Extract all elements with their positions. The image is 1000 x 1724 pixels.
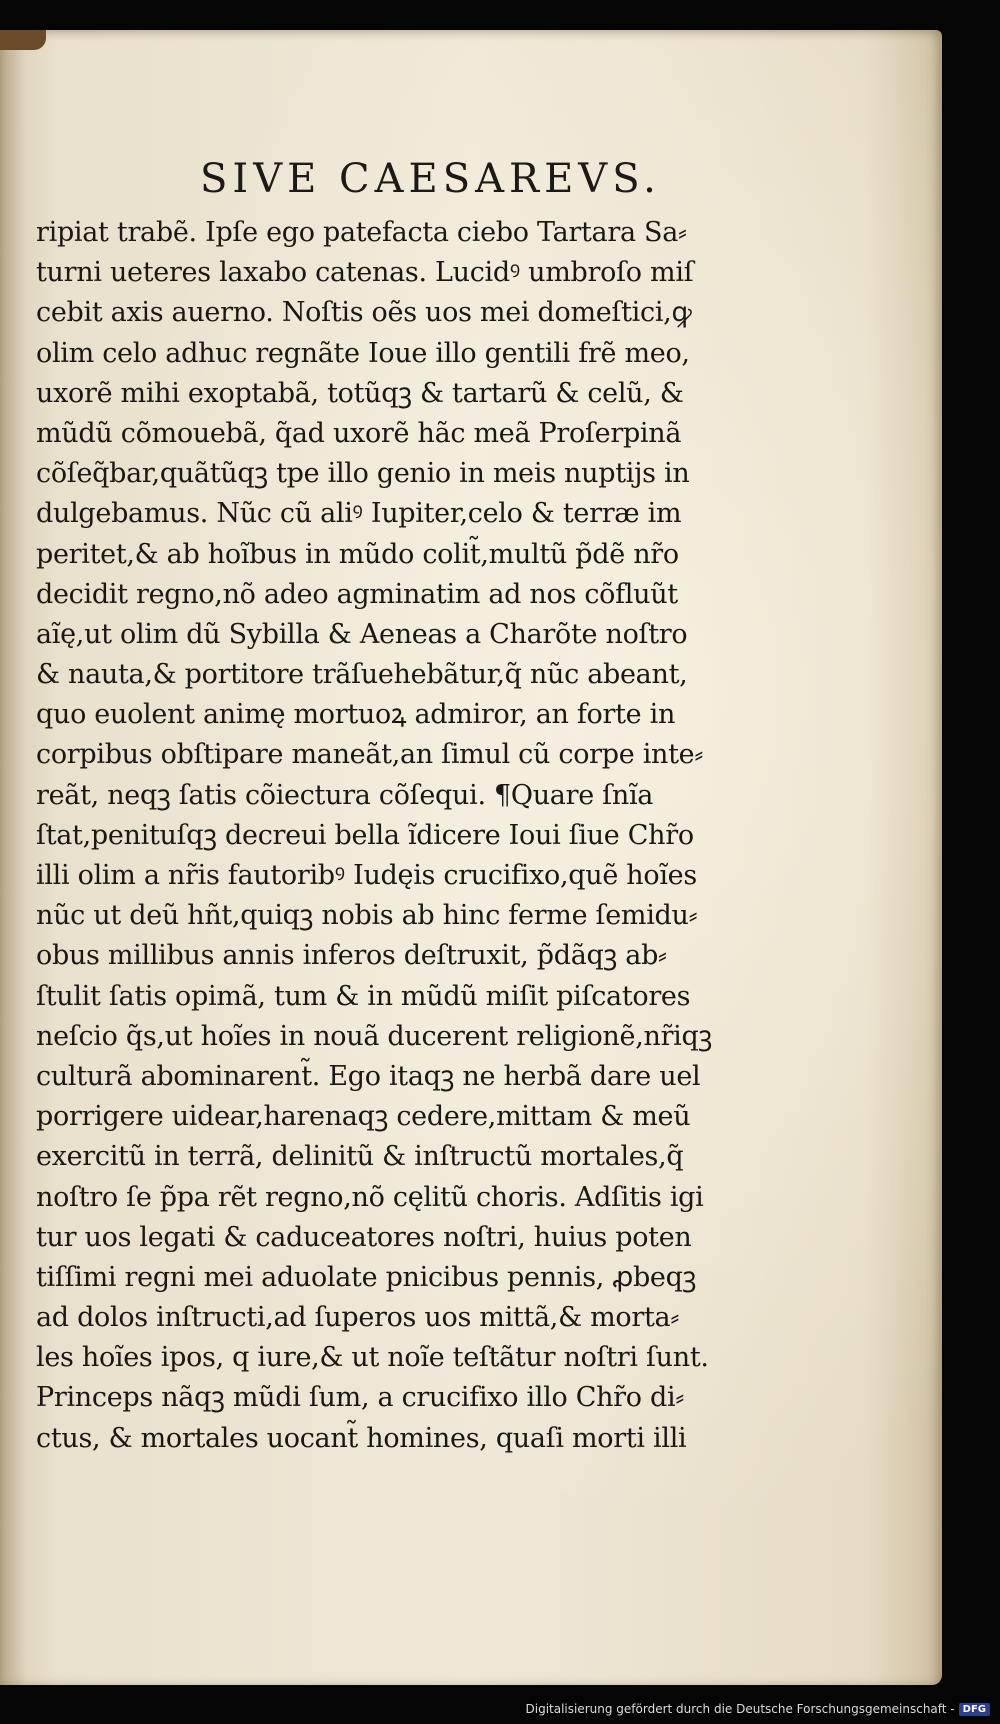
text-line: nũc ut deũ hñt,quiqꝫ nobis ab hinc ferme ſemidu⸗: [36, 900, 698, 932]
text-line: dulgebamus. Nũc cũ aliꝰ Iupiter,celo & terræ im: [36, 498, 682, 530]
text-line: ripiat trabẽ. Ipſe ego patefacta ciebo Tartara Sa⸗: [36, 217, 687, 248]
text-line: mũdũ cõmouebã, q̃ad uxorẽ hãc meã Proſerpinã: [36, 417, 682, 449]
dfg-logo: DFG: [959, 1703, 990, 1716]
body-text: [36, 213, 826, 1459]
text-line: ſtulit ſatis opimã, tum & in mũdũ miſit piſcatores: [36, 980, 691, 1012]
text-line: exercitũ in terrã, delinitũ & inſtructũ mortales,q̃: [36, 1141, 684, 1173]
text-line: ſtat,penituſqꝫ decreui bella ĩdicere Ioui ſiue Chr̃o: [36, 819, 694, 851]
text-line: turni ueteres laxabo catenas. Lucidꝰ umbroſo miſ: [36, 257, 694, 289]
text-line: cõſeq̃bar,quãtũqꝫ tpe illo genio in meis nuptijs in: [36, 458, 690, 490]
footer-text: Digitalisierung gefördert durch die Deutsche Forschungsgemeinschaft -: [525, 1702, 955, 1716]
text-line: tiſſimi regni mei aduolate pnicibus pennis, ꝓbeqꝫ: [36, 1261, 697, 1293]
text-line: cebit axis auerno. Noſtis oẽs uos mei domeſtici,ꝙ: [36, 297, 692, 329]
spine-shadow: [0, 30, 26, 1685]
text-line: peritet,& ab hoĩbus in mũdo colit̃,multũ p̃dẽ nr̃o: [36, 538, 679, 570]
text-line: les hoĩes ipos, q iure,& ut noĩe teſtãtur noſtri ſunt.: [36, 1342, 709, 1374]
text-line: culturã abominarent̃. Ego itaqꝫ ne herbã dare uel: [36, 1060, 701, 1092]
text-line: quo euolent animę mortuoꝝ admiror, an forte in: [36, 699, 676, 731]
text-line: decidit regno,nõ adeo agminatim ad nos cõfluũt: [36, 578, 678, 610]
text-line: porrigere uidear,harenaqꝫ cedere,mittam & meũ: [36, 1101, 691, 1133]
text-line: noſtro ſe p̃pa rẽt regno,nõ cęlitũ choris. Adſitis igi: [36, 1181, 704, 1213]
text-line: reãt, neqꝫ ſatis cõiectura cõſequi. ¶Quare ſnĩa: [36, 779, 654, 811]
text-line: illi olim a nr̃is fautoribꝰ Iudęis crucifixo,quẽ hoĩes: [36, 860, 697, 891]
text-line: & nauta,& portitore trãſuehebãtur,q̃ nũc abeant,: [36, 659, 688, 691]
text-line: neſcio q̃s,ut hoĩes in nouã ducerent religionẽ,nr̃iqꝫ: [36, 1020, 712, 1052]
text-line: obus millibus annis inferos deſtruxit, p̃dãqꝫ ab⸗: [36, 940, 667, 972]
corner-stain: [0, 30, 46, 50]
text-line: uxorẽ mihi exoptabã, totũqꝫ & tartarũ & celũ, &: [36, 377, 684, 409]
running-head: SIVE CAESAREVS.: [200, 156, 661, 202]
text-line: ad dolos inſtructi,ad ſuperos uos mittã,& morta⸗: [36, 1302, 680, 1334]
text-line: tur uos legati & caduceatores noſtri, huius poten: [36, 1221, 692, 1253]
text-line: olim celo adhuc regnãte Ioue illo gentili frẽ meo,: [36, 337, 690, 369]
text-line: aĩę,ut olim dũ Sybilla & Aeneas a Charõte noſtro: [36, 618, 688, 650]
footer-credit: [526, 1702, 991, 1716]
text-line: ctus, & mortales uocant̃ homines, quaſi morti illi: [36, 1422, 687, 1454]
text-line: Princeps nãqꝫ mũdi ſum, a crucifixo illo Chr̃o di⸗: [36, 1382, 685, 1414]
book-page: [0, 30, 942, 1685]
text-line: corpibus obſtipare maneãt,an ſimul cũ corpe inte⸗: [36, 739, 704, 771]
